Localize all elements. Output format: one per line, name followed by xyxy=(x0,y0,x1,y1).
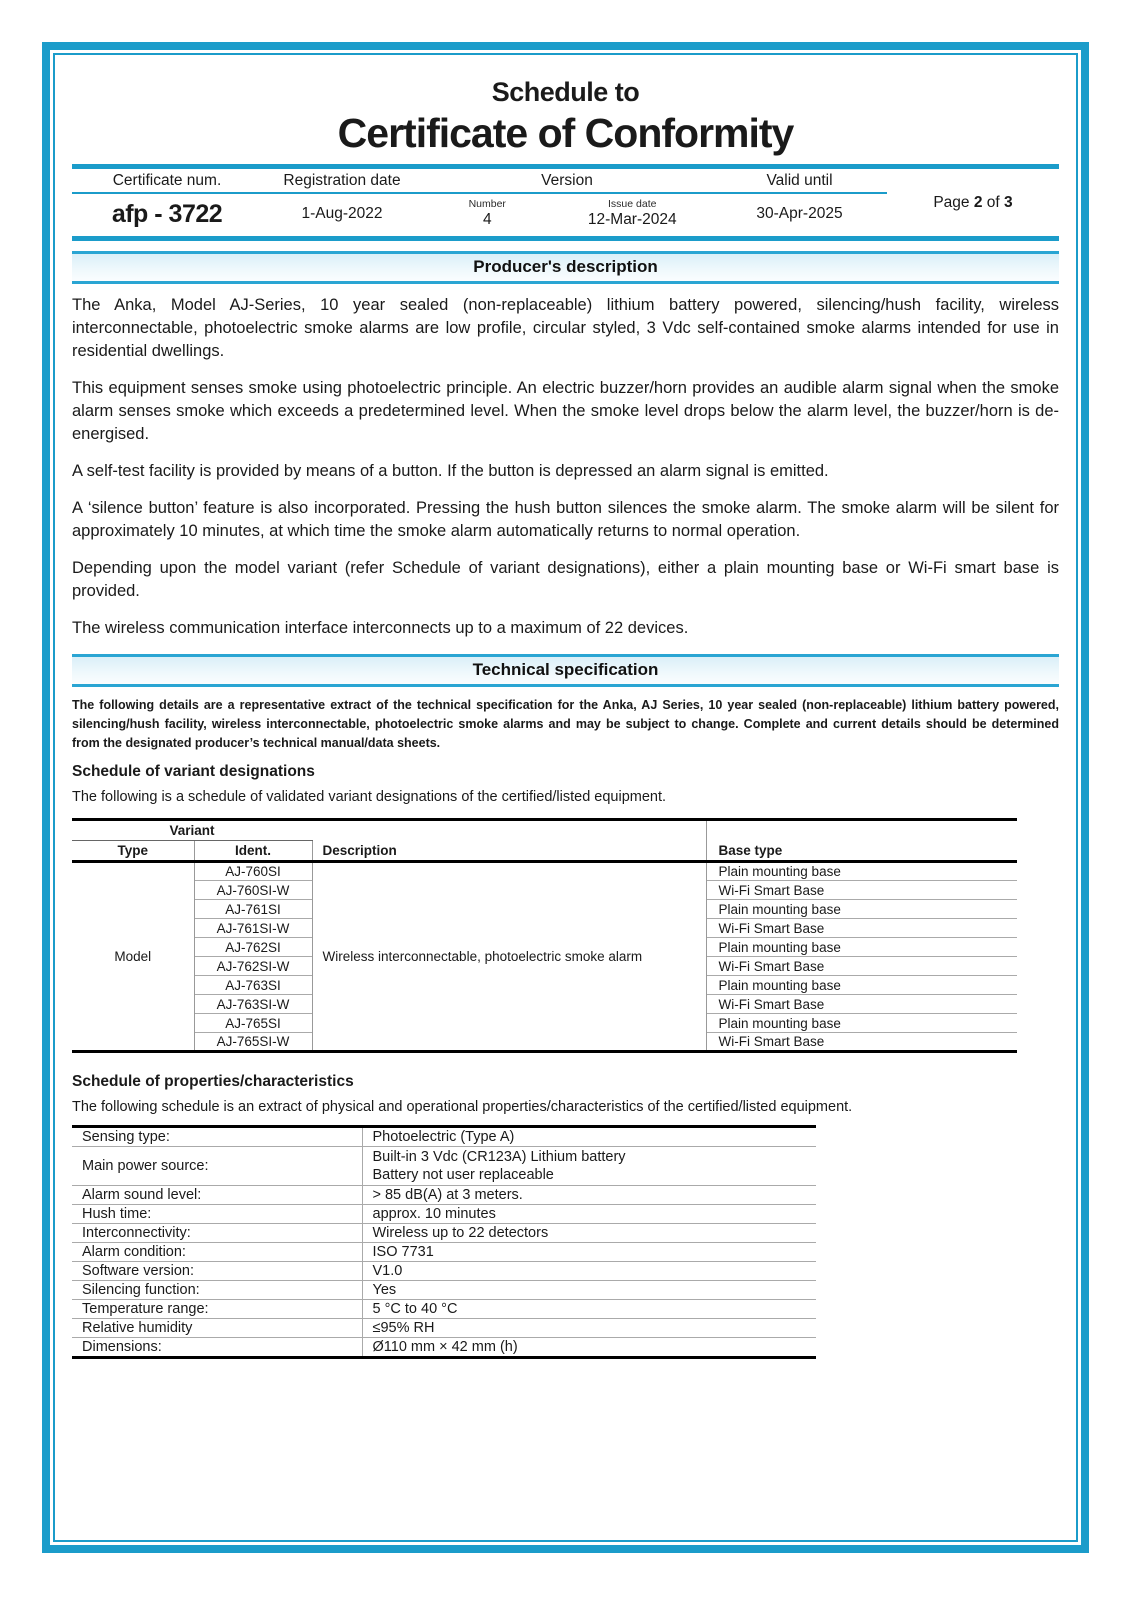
issue-date-label: Issue date xyxy=(608,197,657,210)
variant-ident-cell: AJ-760SI xyxy=(194,862,312,881)
producers-description-body xyxy=(72,294,1059,640)
property-value xyxy=(362,1147,816,1186)
technical-specification-heading: Technical specification xyxy=(72,654,1059,687)
variant-group-header: Variant xyxy=(72,820,312,841)
property-label: Silencing function: xyxy=(72,1281,362,1300)
producer-paragraph: The Anka, Model AJ-Series, 10 year sealed (non-replaceable) lithium battery powered, silencing/hush facility, wireless interconnectable, photoelectric smoke alarms are low profile, circular styled, 3 Vdc self-contained smoke alarms intended for use in residential dwellings. xyxy=(72,296,1059,360)
property-value: ≤95% RH xyxy=(362,1319,816,1338)
property-row xyxy=(72,1338,816,1358)
page-of: of xyxy=(986,193,1000,211)
valid-until-label: Valid until xyxy=(766,172,833,189)
description-column-header: Description xyxy=(312,820,706,862)
variant-designations-table xyxy=(72,818,1017,1053)
version-label: Version xyxy=(541,172,593,189)
base-type-cell: Plain mounting base xyxy=(706,938,1017,957)
property-row xyxy=(72,1262,816,1281)
variant-ident-cell: AJ-763SI-W xyxy=(194,995,312,1014)
version-value-group xyxy=(422,197,712,229)
property-label: Alarm condition: xyxy=(72,1243,362,1262)
properties-table xyxy=(72,1125,816,1359)
page-total: 3 xyxy=(1004,193,1013,211)
base-type-column-header: Base type xyxy=(706,820,1017,862)
page-number: 2 xyxy=(973,193,983,211)
producer-paragraph: A ‘silence button’ feature is also incorporated. Pressing the hush button silences the smoke alarm. The smoke alarm will be silent for approximately 10 minutes, at which time the smoke alarm automatically returns to normal operation. xyxy=(72,499,1059,540)
producer-paragraph: The wireless communication interface interconnects up to a maximum of 22 devices. xyxy=(72,619,689,637)
base-type-cell: Plain mounting base xyxy=(718,864,841,879)
property-value: > 85 dB(A) at 3 meters. xyxy=(362,1186,816,1205)
variant-ident-cell: AJ-761SI xyxy=(194,900,312,919)
producers-description-heading: Producer's description xyxy=(72,251,1059,284)
property-row xyxy=(72,1205,816,1224)
property-value: ISO 7731 xyxy=(362,1243,816,1262)
property-label: Hush time: xyxy=(72,1205,362,1224)
property-label: Temperature range: xyxy=(72,1300,362,1319)
property-value: Yes xyxy=(362,1281,816,1300)
page-content xyxy=(53,53,1078,1542)
variant-ident-cell: AJ-765SI-W xyxy=(194,1033,312,1052)
property-value: Ø110 mm × 42 mm (h) xyxy=(362,1338,816,1358)
certificate-info-columns xyxy=(72,169,887,236)
schedule-to-subtitle: Schedule to xyxy=(491,77,640,107)
property-value: V1.0 xyxy=(362,1262,816,1281)
page-border-frame xyxy=(42,42,1089,1553)
valid-until-value: 30-Apr-2025 xyxy=(756,205,843,222)
description-cell: Wireless interconnectable, photoelectric smoke alarm xyxy=(312,862,706,1052)
page-indicator xyxy=(887,169,1059,236)
certificate-info-table xyxy=(72,164,1059,241)
property-value: Wireless up to 22 detectors xyxy=(362,1224,816,1243)
variant-ident-cell: AJ-763SI xyxy=(194,976,312,995)
model-type-cell: Model xyxy=(72,862,194,1052)
base-type-cell: Plain mounting base xyxy=(706,976,1017,995)
base-type-cell: Plain mounting base xyxy=(706,1014,1017,1033)
variant-ident-cell: AJ-765SI xyxy=(194,1014,312,1033)
properties-heading: Schedule of properties/characteristics xyxy=(72,1073,354,1090)
variant-ident-cell: AJ-761SI-W xyxy=(194,919,312,938)
ident-column-header: Ident. xyxy=(194,841,312,862)
variant-ident-cell: AJ-762SI xyxy=(194,938,312,957)
property-row xyxy=(72,1243,816,1262)
base-type-cell: Wi-Fi Smart Base xyxy=(706,1033,1017,1052)
issue-date-value: 12-Mar-2024 xyxy=(587,210,677,228)
issue-date-group xyxy=(553,197,713,229)
type-column-header: Type xyxy=(72,841,194,862)
property-value-line: Built-in 3 Vdc (CR123A) Lithium battery xyxy=(372,1149,626,1165)
variant-designations-heading: Schedule of variant designations xyxy=(72,763,315,780)
version-number-value: 4 xyxy=(482,210,492,228)
certificate-number-label: Certificate num. xyxy=(112,172,222,189)
property-label: Relative humidity xyxy=(72,1319,362,1338)
variant-table-row xyxy=(72,862,1017,881)
base-type-cell: Wi-Fi Smart Base xyxy=(706,957,1017,976)
technical-specification-intro: The following details are a representative extract of the technical specification for the Anka, AJ Series, 10 year sealed (non-replaceable) lithium battery powered, silencing/hush facility, wireless interconnectable, photoelectric smoke alarms and may be subject to change. Complete and current details should be determined from the designated producer’s technical manual/data sheets. xyxy=(72,698,1059,750)
property-row xyxy=(72,1224,816,1243)
variant-ident-cell: AJ-762SI-W xyxy=(194,957,312,976)
producer-paragraph: A self-test facility is provided by means of a button. If the button is depressed an alarm signal is emitted. xyxy=(72,462,829,480)
certificate-number-value: afp - 3722 xyxy=(111,199,223,228)
property-label: Main power source: xyxy=(72,1147,362,1186)
property-row xyxy=(72,1319,816,1338)
property-value: approx. 10 minutes xyxy=(362,1205,816,1224)
property-label: Alarm sound level: xyxy=(72,1186,362,1205)
certificate-info-values-row xyxy=(72,194,887,236)
variant-designations-intro: The following is a schedule of validated variant designations of the certified/listed equipment. xyxy=(72,789,667,805)
producer-paragraph: Depending upon the model variant (refer Schedule of variant designations), either a plain mounting base or Wi-Fi smart base is provided. xyxy=(72,559,1059,600)
property-row xyxy=(72,1147,816,1186)
property-label: Sensing type: xyxy=(82,1129,170,1145)
property-value-line: Battery not user replaceable xyxy=(372,1167,554,1183)
property-label: Interconnectivity: xyxy=(72,1224,362,1243)
property-label: Software version: xyxy=(72,1262,362,1281)
properties-intro: The following schedule is an extract of physical and operational properties/characteristics of the certified/listed equipment. xyxy=(72,1099,853,1115)
property-row xyxy=(72,1127,816,1147)
producer-paragraph: This equipment senses smoke using photoelectric principle. An electric buzzer/horn provides an audible alarm signal when the smoke alarm senses smoke which exceeds a predetermined level. When the smoke level drops below the alarm level, the buzzer/horn is de-energised. xyxy=(72,379,1059,443)
property-row xyxy=(72,1281,816,1300)
base-type-cell: Wi-Fi Smart Base xyxy=(706,919,1017,938)
certificate-info-labels-row xyxy=(72,169,887,194)
variant-ident-cell: AJ-760SI-W xyxy=(194,881,312,900)
property-row xyxy=(72,1300,816,1319)
property-row xyxy=(72,1186,816,1205)
base-type-cell: Wi-Fi Smart Base xyxy=(706,995,1017,1014)
base-type-cell: Wi-Fi Smart Base xyxy=(706,881,1017,900)
certificate-title: Certificate of Conformity xyxy=(337,110,794,156)
registration-date-value: 1-Aug-2022 xyxy=(301,205,383,222)
base-type-cell: Plain mounting base xyxy=(706,900,1017,919)
property-label: Dimensions: xyxy=(72,1338,362,1358)
property-value: Photoelectric (Type A) xyxy=(362,1127,816,1147)
version-number-label: Number xyxy=(468,197,506,210)
version-number-group xyxy=(422,197,553,229)
registration-date-label: Registration date xyxy=(283,172,401,189)
page-prefix: Page xyxy=(933,193,970,211)
property-value: 5 °C to 40 °C xyxy=(362,1300,816,1319)
